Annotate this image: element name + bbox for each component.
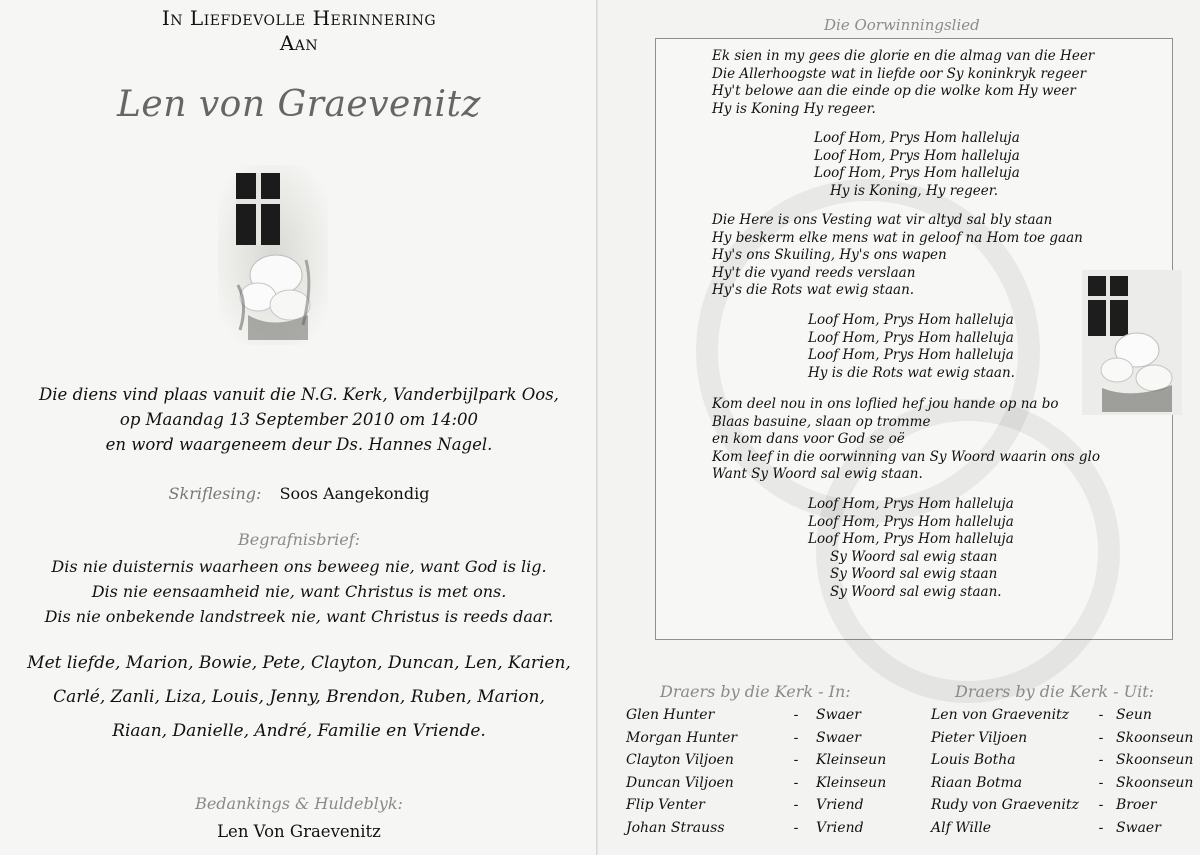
bearer-dash: -	[793, 819, 799, 836]
lyric-line: Hy't belowe aan die einde op die wolke kom Hy weer	[712, 83, 1076, 99]
letter-line: Dis nie duisternis waarheen ons beweeg nie, want God is lig.	[51, 557, 547, 576]
bearer-row	[626, 794, 886, 817]
chorus-line: Loof Hom, Prys Hom halleluja	[814, 147, 1020, 164]
chorus-line: Loof Hom, Prys Hom halleluja	[808, 513, 1014, 530]
cross-lily-illustration	[1082, 270, 1182, 415]
memorial-heading-line1: In Liefdevolle Herinnering	[161, 6, 437, 30]
bearer-row	[931, 772, 1193, 795]
lyric-line: Ek sien in my gees die glorie en die almag van die Heer	[712, 48, 1095, 64]
lyric-line: Hy's die Rots wat ewig staan.	[712, 282, 915, 298]
bearer-name: Glen Hunter	[626, 707, 715, 723]
lyric-line: Blaas basuine, slaan op tromme	[712, 413, 931, 430]
bearer-row	[626, 749, 886, 772]
bearer-dash: -	[1098, 707, 1104, 723]
chorus-line: Hy is Koning, Hy regeer.	[830, 182, 999, 199]
thanks-label: Bedankings & Huldeblyk:	[195, 794, 403, 813]
bearer-dash: -	[793, 707, 799, 723]
letter-line: Dis nie eensaamheid nie, want Christus is met ons.	[91, 582, 507, 601]
funeral-letter-label: Begrafnisbrief:	[238, 530, 360, 549]
lyric-line: Die Allerhoogste wat in liefde oor Sy koninkryk regeer	[712, 65, 1087, 82]
bearer-name: Riaan Botma	[931, 774, 1023, 791]
bearer-dash: -	[793, 729, 799, 746]
bearer-name: Rudy von Graevenitz	[931, 797, 1079, 813]
lyric-line: Hy's ons Skuiling, Hy's ons wapen	[712, 247, 947, 263]
family-line: Riaan, Danielle, André, Familie en Vriende.	[112, 721, 486, 741]
bearer-relation: Vriend	[816, 797, 864, 813]
family-line: Met liefde, Marion, Bowie, Pete, Clayton, Duncan, Len, Karien,	[27, 653, 571, 673]
bearer-relation: Vriend	[816, 819, 864, 836]
service-line: en word waargeneem deur Ds. Hannes Nagel.	[105, 435, 493, 454]
bearer-row	[931, 794, 1193, 817]
verse-3	[712, 396, 1100, 484]
left-page	[0, 0, 598, 855]
bearer-relation: Swaer	[1116, 819, 1161, 836]
bearer-row	[626, 772, 886, 795]
verse-2	[712, 212, 1083, 300]
bearer-relation: Skoonseun	[1116, 774, 1194, 791]
bearer-row	[931, 704, 1193, 727]
chorus-line: Loof Hom, Prys Hom halleluja	[814, 130, 1020, 146]
family-list	[0, 646, 598, 748]
bearer-name: Johan Strauss	[626, 819, 725, 836]
chorus-line: Hy is die Rots wat ewig staan.	[808, 364, 1015, 381]
bearer-row	[626, 727, 886, 750]
chorus-line: Loof Hom, Prys Hom halleluja	[814, 165, 1020, 181]
chorus-line: Sy Woord sal ewig staan.	[830, 583, 1002, 600]
lyric-line: Hy is Koning Hy regeer.	[712, 100, 876, 117]
bearer-dash: -	[793, 752, 799, 768]
bearer-dash: -	[1098, 774, 1104, 791]
bearer-name: Pieter Viljoen	[931, 729, 1028, 746]
bearer-relation: Skoonseun	[1116, 729, 1194, 746]
lyric-line: Die Here is ons Vesting wat vir altyd sal bly staan	[712, 212, 1053, 228]
memorial-heading	[0, 6, 598, 56]
bearer-row	[931, 727, 1193, 750]
chorus-line: Loof Hom, Prys Hom halleluja	[808, 329, 1014, 346]
bearer-dash: -	[1098, 752, 1104, 768]
family-line: Carlé, Zanli, Liza, Louis, Jenny, Brendon, Ruben, Marion,	[53, 687, 545, 707]
scripture-reading	[0, 484, 598, 503]
letter-line: Dis nie onbekende landstreek nie, want Christus is reeds daar.	[44, 607, 554, 626]
scripture-value: Soos Aangekondig	[279, 484, 430, 503]
bearer-row	[626, 704, 886, 727]
chorus-line: Sy Woord sal ewig staan	[830, 548, 998, 565]
bearer-row	[931, 817, 1193, 840]
bearer-dash: -	[793, 774, 799, 791]
bearer-name: Flip Venter	[626, 797, 705, 813]
funeral-letter	[0, 554, 598, 629]
bearer-name: Louis Botha	[931, 752, 1016, 768]
bearer-relation: Swaer	[816, 729, 861, 746]
chorus-line: Loof Hom, Prys Hom halleluja	[808, 312, 1014, 328]
bearer-row	[931, 749, 1193, 772]
bearer-dash: -	[1098, 797, 1104, 813]
service-line: op Maandag 13 September 2010 om 14:00	[119, 410, 479, 429]
memorial-heading-line2: Aan	[279, 31, 319, 55]
bearer-row	[626, 817, 886, 840]
cross-lily-illustration	[218, 165, 328, 345]
service-line: Die diens vind plaas vanuit die N.G. Kerk, Vanderbijlpark Oos,	[39, 385, 559, 404]
lyric-line: Want Sy Woord sal ewig staan.	[712, 466, 923, 482]
lyric-line: en kom dans voor God se oë	[712, 431, 905, 447]
lyric-line: Hy beskerm elke mens wat in geloof na Hom toe gaan	[712, 229, 1083, 246]
bearers-in-list	[626, 704, 886, 839]
bearer-relation: Skoonseun	[1116, 752, 1194, 768]
bearer-name: Alf Wille	[931, 819, 992, 836]
song-title: Die Oorwinningslied	[824, 16, 980, 34]
bearer-relation: Kleinseun	[816, 752, 887, 768]
chorus-line: Loof Hom, Prys Hom halleluja	[808, 531, 1014, 547]
chorus-line: Loof Hom, Prys Hom halleluja	[808, 347, 1014, 363]
thanks-name: Len Von Graevenitz	[217, 822, 381, 841]
lyric-line: Kom leef in die oorwinning van Sy Woord waarin ons glo	[712, 448, 1100, 465]
bearer-name: Len von Graevenitz	[931, 707, 1070, 723]
bearer-dash: -	[1098, 729, 1104, 746]
service-details	[0, 382, 598, 457]
lyric-line: Hy't die vyand reeds verslaan	[712, 264, 916, 281]
bearers-in-label: Draers by die Kerk - In:	[660, 682, 851, 701]
verse-1	[712, 48, 1094, 118]
bearer-relation: Seun	[1116, 707, 1152, 723]
bearers-out-list	[931, 704, 1193, 839]
lyric-line: Kom deel nou in ons loflied hef jou hande op na bo	[712, 396, 1059, 412]
bearer-name: Clayton Viljoen	[626, 752, 734, 768]
deceased-name: Len von Graevenitz	[117, 84, 481, 125]
cross-lily-photo-small	[1082, 270, 1182, 415]
cross-lily-photo	[218, 165, 328, 345]
bearer-relation: Kleinseun	[816, 774, 887, 791]
bearer-relation: Swaer	[816, 707, 861, 723]
bearer-relation: Broer	[1116, 797, 1157, 813]
bearer-dash: -	[1098, 819, 1104, 836]
chorus-line: Loof Hom, Prys Hom halleluja	[808, 496, 1014, 512]
scripture-label: Skriflesing:	[168, 484, 262, 503]
bearer-name: Duncan Viljoen	[626, 774, 734, 791]
bearer-dash: -	[793, 797, 799, 813]
bearer-name: Morgan Hunter	[626, 729, 738, 746]
bearers-out-label: Draers by die Kerk - Uit:	[955, 682, 1155, 701]
chorus-line: Sy Woord sal ewig staan	[830, 566, 998, 582]
